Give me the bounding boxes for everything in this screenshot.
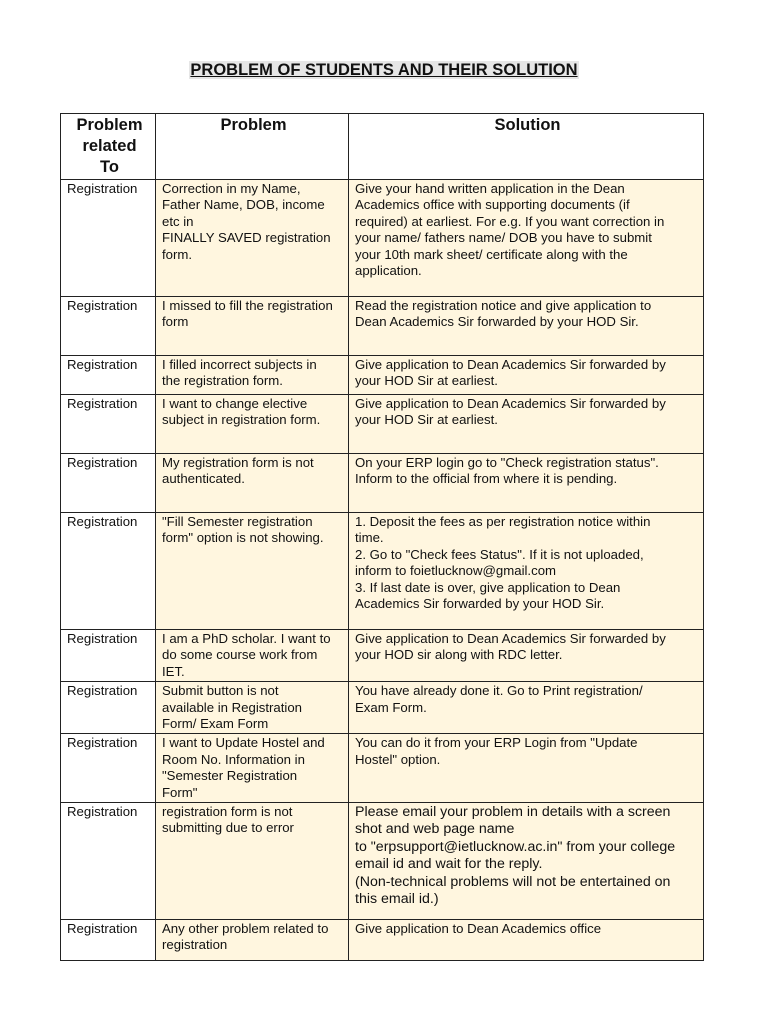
- row-category: Registration: [61, 682, 156, 734]
- row-solution: Read the registration notice and give application to Dean Academics Sir forwarded by your HOD Sir.: [349, 297, 704, 356]
- row-category: Registration: [61, 180, 156, 297]
- row-category: Registration: [61, 920, 156, 961]
- row-solution: Give application to Dean Academics office: [349, 920, 704, 961]
- row-problem: registration form is not submitting due to error: [156, 803, 349, 920]
- table-row: [61, 682, 704, 734]
- row-category: Registration: [61, 297, 156, 356]
- row-problem: "Fill Semester registration form" option is not showing.: [156, 513, 349, 630]
- header-solution: Solution: [349, 114, 704, 180]
- row-solution: Give your hand written application in the Dean Academics office with supporting documents (if required) at earliest. For e.g. If you want correction in your name/ fathers name/ DOB you have to submit your 10th mark sheet/ certificate along with the application.: [349, 180, 704, 297]
- row-problem: Any other problem related to registration: [156, 920, 349, 961]
- document-title-text: PROBLEM OF STUDENTS AND THEIR SOLUTION: [190, 61, 578, 79]
- row-problem: I filled incorrect subjects in the registration form.: [156, 356, 349, 395]
- table-row: [61, 356, 704, 395]
- row-category: Registration: [61, 803, 156, 920]
- row-problem: I missed to fill the registration form: [156, 297, 349, 356]
- row-solution: Give application to Dean Academics Sir forwarded by your HOD Sir at earliest.: [349, 356, 704, 395]
- table-row: [61, 513, 704, 630]
- table-row: [61, 395, 704, 454]
- header-problem: Problem: [156, 114, 349, 180]
- row-solution: On your ERP login go to "Check registration status". Inform to the official from where it is pending.: [349, 454, 704, 513]
- row-category: Registration: [61, 513, 156, 630]
- row-problem: Correction in my Name, Father Name, DOB, income etc in FINALLY SAVED registration form.: [156, 180, 349, 297]
- row-problem: Submit button is not available in Registration Form/ Exam Form: [156, 682, 349, 734]
- row-category: Registration: [61, 454, 156, 513]
- row-solution: Give application to Dean Academics Sir forwarded by your HOD sir along with RDC letter.: [349, 630, 704, 682]
- table-row: [61, 630, 704, 682]
- header-row: [61, 114, 704, 180]
- row-category: Registration: [61, 395, 156, 454]
- row-problem: I am a PhD scholar. I want to do some course work from IET.: [156, 630, 349, 682]
- row-solution: Give application to Dean Academics Sir forwarded by your HOD Sir at earliest.: [349, 395, 704, 454]
- table-row: [61, 454, 704, 513]
- row-category: Registration: [61, 734, 156, 803]
- table-row: [61, 734, 704, 803]
- header-problem-related-to: Problem related To: [61, 114, 156, 180]
- row-category: Registration: [61, 356, 156, 395]
- table-row: [61, 297, 704, 356]
- document-title: [0, 59, 768, 81]
- table-row: [61, 920, 704, 961]
- row-solution: You have already done it. Go to Print registration/ Exam Form.: [349, 682, 704, 734]
- row-category: Registration: [61, 630, 156, 682]
- row-problem: I want to change elective subject in registration form.: [156, 395, 349, 454]
- row-solution: Please email your problem in details with a screen shot and web page name to "erpsupport@ietlucknow.ac.in" from your college email id and wait for the reply. (Non-technical problems will not be entertained on this email id.): [349, 803, 704, 920]
- problem-solution-table: [60, 113, 704, 961]
- row-problem: I want to Update Hostel and Room No. Information in "Semester Registration Form": [156, 734, 349, 803]
- row-solution: You can do it from your ERP Login from "Update Hostel" option.: [349, 734, 704, 803]
- row-problem: My registration form is not authenticated.: [156, 454, 349, 513]
- table-row: [61, 180, 704, 297]
- table-row: [61, 803, 704, 920]
- row-solution: 1. Deposit the fees as per registration notice within time. 2. Go to "Check fees Status". If it is not uploaded, inform to foietlucknow@gmail.com 3. If last date is over, give application to Dean Academics Sir forwarded by your HOD Sir.: [349, 513, 704, 630]
